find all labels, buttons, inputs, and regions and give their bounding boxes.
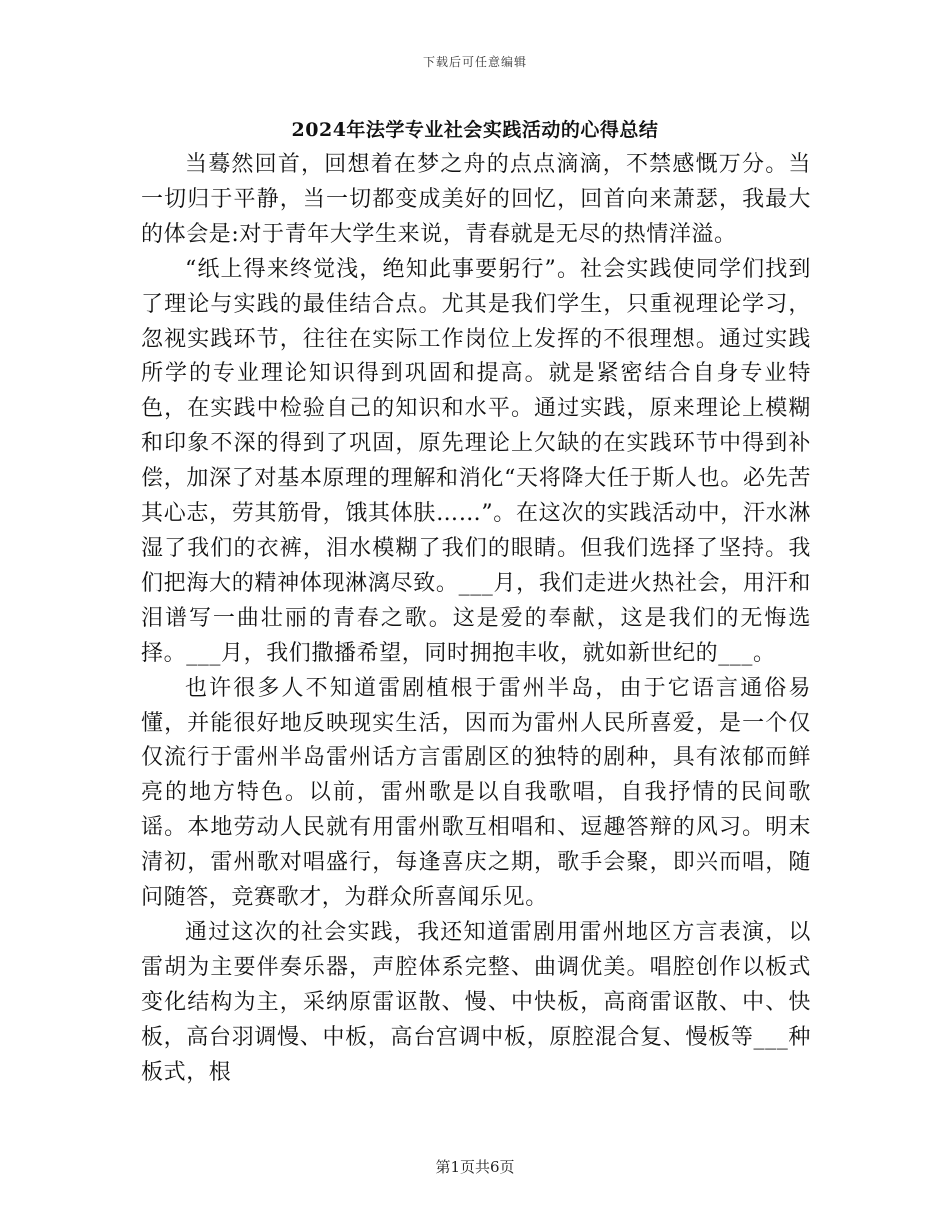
paragraph: 通过这次的社会实践，我还知道雷剧用雷州地区方言表演，以雷胡为主要伴奏乐器，声腔体系完整、曲调优美。唱腔创作以板式变化结构为主，采纳原雷讴散、慢、中快板，高商雷讴散、中、快板，高台羽调慢、中板，高台宫调中板，原腔混合复、慢板等___种板式，根 [141,919,811,1085]
page-number: 第1页共6页 [435,1158,515,1176]
paragraph: “纸上得来终觉浅，绝知此事要躬行”。社会实践使同学们找到了理论与实践的最佳结合点。尤其是我们学生，只重视理论学习，忽视实践环节，往往在实际工作岗位上发挥的不很理想。通过实践所学的专业理论知识得到巩固和提高。就是紧密结合自身专业特色，在实践中检验自己的知识和水平。通过实践，原来理论上模糊和印象不深的得到了巩固，原先理论上欠缺的在实践环节中得到补偿，加深了对基本原理的理解和消化“天将降大任于斯人也。必先苦其心志，劳其筋骨，饿其体肤……”。在这次的实践活动中，汗水淋湿了我们的衣裤，泪水模糊了我们的眼睛。但我们选择了坚持。我们把海大的精神体现淋漓尽致。___月，我们走进火热社会，用汗和泪谱写一曲壮丽的青春之歌。这是爱的奉献，这是我们的无悔选择。___月，我们撒播希望，同时拥抱丰收，就如新世纪的___。 [141,256,811,666]
document-title: 2024年法学专业社会实践活动的心得总结 [291,119,659,141]
document-body [141,148,811,1090]
paragraph: 当蓦然回首，回想着在梦之舟的点点滴滴，不禁感慨万分。当一切归于平静，当一切都变成美好的回忆，回首向来萧瑟，我最大的体会是:对于青年大学生来说，青春就是无尽的热情洋溢。 [141,152,811,247]
header-note: 下载后可任意编辑 [422,55,527,69]
paragraph: 也许很多人不知道雷剧植根于雷州半岛，由于它语言通俗易懂，并能很好地反映现实生活，因而为雷州人民所喜爱，是一个仅仅流行于雷州半岛雷州话方言雷剧区的独特的剧种，具有浓郁而鲜亮的地方特色。以前，雷州歌是以自我歌唱，自我抒情的民间歌谣。本地劳动人民就有用雷州歌互相唱和、逗趣答辩的风习。明末清初，雷州歌对唱盛行，每逢喜庆之期，歌手会聚，即兴而唱，随问随答，竞赛歌才，为群众所喜闻乐见。 [141,675,811,911]
